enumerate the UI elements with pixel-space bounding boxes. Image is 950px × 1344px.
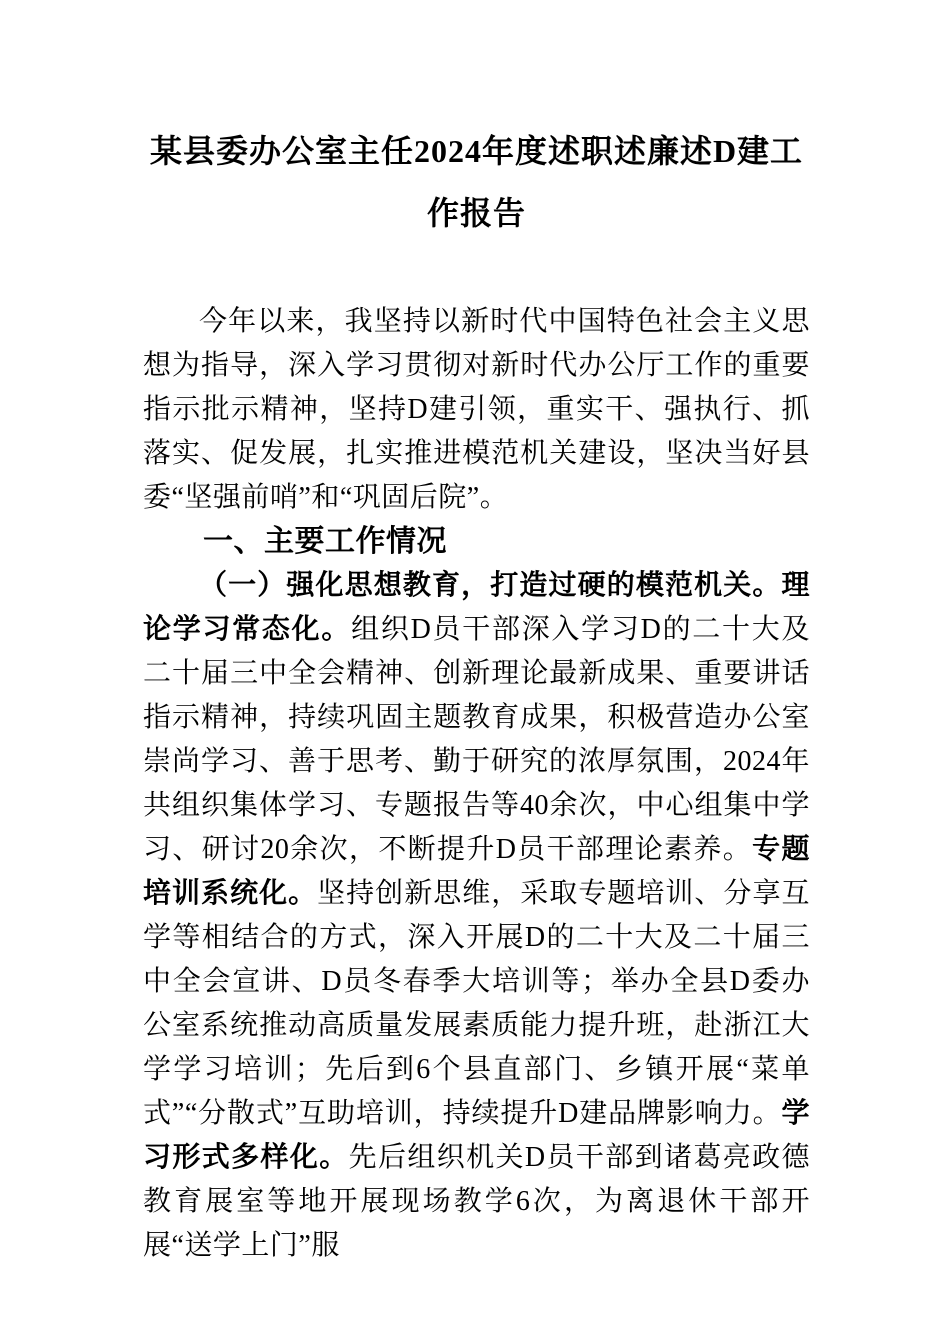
point-text-study-forms: 先后组织机关D员干部到诸葛亮政德教育展室等地开展现场教学6次，为离退休干部开展“送学上门”服 — [143, 1142, 810, 1261]
point-text-theory-study: 组织D员干部深入学习D的二十大及二十届三中全会精神、创新理论最新成果、重要讲话指示精神，持续巩固主题教育成果，积极营造办公室崇尚学习、善于思考、勤于研究的浓厚氛围，2024年共组织集体学习、专题报告等40余次，中心组集中学习、研讨20余次，不断提升D员干部理论素养。 — [143, 614, 810, 865]
section-heading-main-work: 一、主要工作情况 — [203, 525, 447, 558]
document-title: 某县委办公室主任2024年度述职述廉述D建工作报告 — [149, 133, 804, 231]
point-label-special-training: 专题培训系统化。 — [143, 834, 810, 909]
point-text-special-training: 坚持创新思维，采取专题培训、分享互学等相结合的方式，深入开展D的二十大及二十届三中全会宣讲、D员冬春季大培训等；举办全县D委办公室系统推动高质量发展素质能力提升班，赴浙江大学学习培训；先后到6个县直部门、乡镇开展“菜单式”“分散式”互助培训，持续提升D建品牌影响力。 — [143, 878, 810, 1129]
point-label-theory-study: 理论学习常态化。 — [143, 570, 810, 645]
intro-paragraph: 今年以来，我坚持以新时代中国特色社会主义思想为指导，深入学习贯彻对新时代办公厅工作的重要指示批示精神，坚持D建引领，重实干、强执行、抓落实、促发展，扎实推进模范机关建设，坚决当好县委“坚强前哨”和“巩固后院”。 — [143, 306, 810, 513]
subsection-lead: （一）强化思想教育，打造过硬的模范机关。 — [199, 570, 782, 601]
point-label-study-forms: 学习形式多样化。 — [143, 1098, 810, 1173]
subsection-paragraph — [143, 564, 810, 1268]
